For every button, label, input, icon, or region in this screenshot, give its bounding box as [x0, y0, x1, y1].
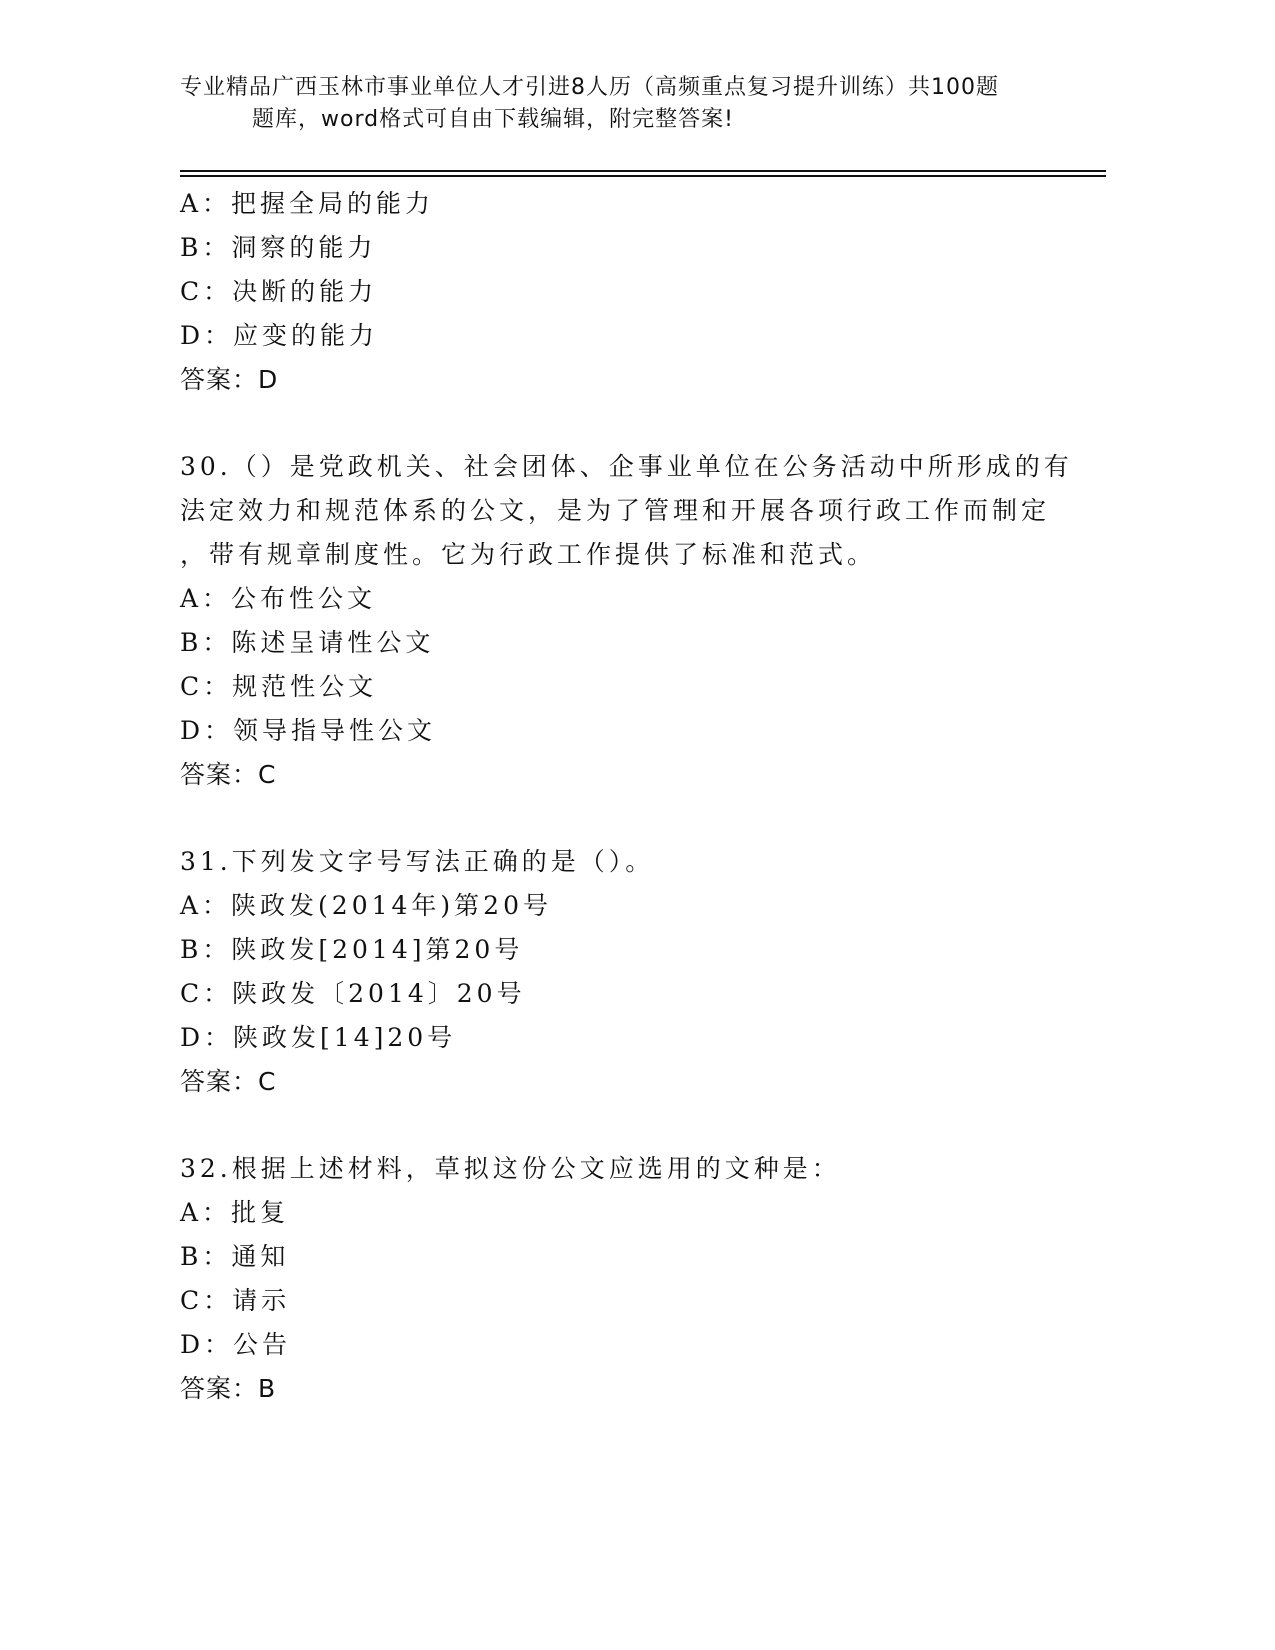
header-title-line-2: 题库，word格式可自由下载编辑，附完整答案! [252, 107, 734, 132]
answer-label: 答案：D [180, 365, 279, 394]
question-text-line: 30.（）是党政机关、社会团体、企事业单位在公务活动中所形成的有 [180, 452, 1073, 481]
option-d: D：公告 [180, 1330, 292, 1359]
question-block-31 [180, 840, 1080, 1104]
answer-label: 答案：C [180, 760, 277, 789]
option-b: B：通知 [180, 1242, 290, 1271]
option-b: B：陕政发[2014]第20号 [180, 935, 524, 964]
option-c: C：请示 [180, 1286, 291, 1315]
option-c: C：决断的能力 [180, 277, 378, 306]
option-a: A：批复 [180, 1198, 290, 1227]
header-rule-bottom [180, 175, 1106, 177]
question-list [180, 182, 1080, 1411]
option-d: D：陕政发[14]20号 [180, 1023, 457, 1052]
question-text-line: 31.下列发文字号写法正确的是（）。 [180, 847, 655, 876]
question-block-30 [180, 445, 1080, 797]
question-text-line: 法定效力和规范体系的公文，是为了管理和开展各项行政工作而制定 [180, 496, 1051, 525]
header-title-line-1: 专业精品广西玉林市事业单位人才引进8人历（高频重点复习提升训练）共100题 [180, 75, 999, 100]
document-header [180, 72, 1060, 136]
option-a: A：把握全局的能力 [180, 189, 435, 218]
option-b: B：陈述呈请性公文 [180, 628, 435, 657]
option-c: C：陕政发〔2014〕20号 [180, 979, 526, 1008]
option-a: A：公布性公文 [180, 584, 377, 613]
option-d: D：领导指导性公文 [180, 716, 437, 745]
answer-label: 答案：B [180, 1374, 277, 1403]
question-block-29 [180, 182, 1080, 402]
answer-label: 答案：C [180, 1067, 277, 1096]
header-rule-top [180, 170, 1106, 172]
question-text-line: 32.根据上述材料，草拟这份公文应选用的文种是： [180, 1154, 841, 1183]
option-d: D：应变的能力 [180, 321, 379, 350]
question-block-32 [180, 1147, 1080, 1411]
option-b: B：洞察的能力 [180, 233, 377, 262]
question-text-line: ，带有规章制度性。它为行政工作提供了标准和范式。 [180, 540, 877, 569]
option-c: C：规范性公文 [180, 672, 378, 701]
option-a: A：陕政发(2014年)第20号 [180, 891, 552, 920]
